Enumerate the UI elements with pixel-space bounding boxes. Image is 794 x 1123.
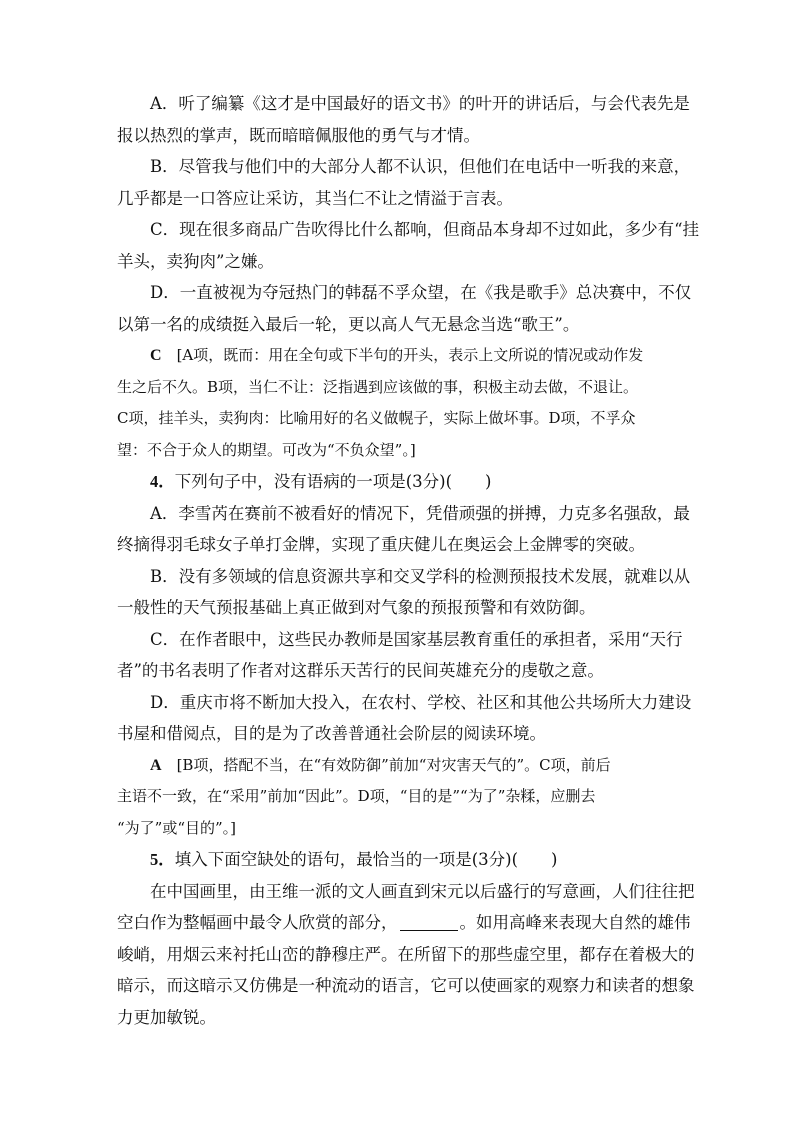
q3-option-d-line1: D．一直被视为夺冠热门的韩磊不孚众望，在《我是歌手》总决赛中，不仅 bbox=[150, 283, 692, 302]
q4-option-a-line1: A．李雪芮在赛前不被看好的情况下，凭借顽强的拼搏，力克多名强敌，最 bbox=[150, 503, 690, 523]
q3-answer-line4: 望：不合于众人的期望。可改为“不负众望”。] bbox=[117, 440, 416, 459]
q4-stem-text: 下列句子中，没有语病的一项是(3分)( ) bbox=[174, 472, 492, 491]
q3-option-a-line1: A．听了编纂《这才是中国最好的语文书》的叶开的讲话后，与会代表先是 bbox=[150, 94, 690, 113]
q5-number: 5． bbox=[150, 850, 175, 869]
q4-answer-letter: A bbox=[150, 756, 162, 774]
q3-option-c-line2: 羊头，卖狗肉”之嫌。 bbox=[117, 251, 274, 271]
q3-option-d-line2: 以第一名的成绩挺入最后一轮，更以高人气无悬念当选“歌王”。 bbox=[117, 314, 580, 334]
q4-option-d-line1: D．重庆市将不断加大投入，在农村、学校、社区和其他公共场所大力建设 bbox=[150, 692, 692, 712]
q3-option-b-line1: B．尽管我与他们中的大部分人都不认识，但他们在电话中一听我的来意， bbox=[150, 157, 691, 176]
q5-paragraph-line3: 峻峭，用烟云来衬托山峦的静穆庄严。在所留下的那些虚空里，都存在着极大的 bbox=[117, 944, 695, 964]
q4-answer-line3: “为了”或“目的”。] bbox=[117, 818, 237, 837]
q3-answer-text1: [A项，既而：用在全句或下半句的开头，表示上文所说的情况或动作发 bbox=[176, 346, 644, 364]
q4-answer-line2: 主语不一致，在“采用”前加“因此”。D项，“目的是”“为了”杂糅，应删去 bbox=[117, 787, 596, 805]
q4-option-a-line2: 终摘得羽毛球女子单打金牌，实现了重庆健儿在奥运会上金牌零的突破。 bbox=[117, 535, 645, 554]
q5-paragraph-line1: 在中国画里，由王维一派的文人画直到宋元以后盛行的写意画，人们往往把 bbox=[150, 881, 695, 901]
answer-blank[interactable] bbox=[400, 912, 458, 931]
q5-paragraph-line4: 暗示，而这暗示又仿佛是一种流动的语言，它可以使画家的观察力和读者的想象 bbox=[117, 976, 695, 995]
q4-answer-line1 bbox=[117, 750, 677, 782]
q4-option-c-line1: C．在作者眼中，这些民办教师是国家基层教育重任的承担者，采用“天行 bbox=[150, 629, 683, 649]
q4-option-d-line2: 书屋和借阅点，目的是为了改善普通社会阶层的阅读环境。 bbox=[117, 724, 546, 743]
q4-option-b-line2: 一般性的天气预报基础上真正做到对气象的预报预警和有效防御。 bbox=[117, 598, 596, 617]
q5-paragraph-line5: 力更加敏锐。 bbox=[117, 1007, 216, 1027]
q5-paragraph-line2 bbox=[117, 907, 691, 939]
document-page bbox=[117, 88, 700, 1033]
q3-answer-line3: C项，挂羊头，卖狗肉：比喻用好的名义做幌子，实际上做坏事。D项，不孚众 bbox=[117, 409, 636, 427]
q3-answer-line1 bbox=[117, 340, 677, 372]
q5-paragraph-line2-before: 空白作为整幅画中最令人欣赏的部分， bbox=[117, 913, 398, 932]
q5-stem bbox=[117, 844, 677, 876]
q5-paragraph-line2-after: 。如用高峰来表现大自然的雄伟 bbox=[459, 913, 691, 932]
q4-option-b-line1: B．没有多领域的信息资源共享和交叉学科的检测预报技术发展，就难以从 bbox=[150, 566, 691, 586]
q4-option-c-line2: 者”的书名表明了作者对这群乐天苦行的民间英雄充分的虔敬之意。 bbox=[117, 661, 604, 680]
q4-stem bbox=[117, 466, 677, 498]
q4-answer-text1: [B项，搭配不当，在“有效防御”前加“对灾害天气的”。C项，前后 bbox=[176, 755, 611, 774]
q3-option-c-line1: C．现在很多商品广告吹得比什么都响，但商品本身却不过如此，多少有“挂 bbox=[150, 220, 700, 239]
q5-stem-text: 填入下面空缺处的语句，最恰当的一项是(3分)( ) bbox=[174, 850, 558, 869]
q3-answer-letter: C bbox=[150, 347, 162, 364]
q3-answer-line2: 生之后不久。B项，当仁不让：泛指遇到应该做的事，积极主动去做，不退让。 bbox=[117, 377, 639, 396]
q3-option-a-line2: 报以热烈的掌声，既而暗暗佩服他的勇气与才情。 bbox=[117, 125, 480, 145]
q3-option-b-line2: 几乎都是一口答应让采访，其当仁不让之情溢于言表。 bbox=[117, 188, 513, 208]
q4-number: 4． bbox=[150, 472, 175, 491]
